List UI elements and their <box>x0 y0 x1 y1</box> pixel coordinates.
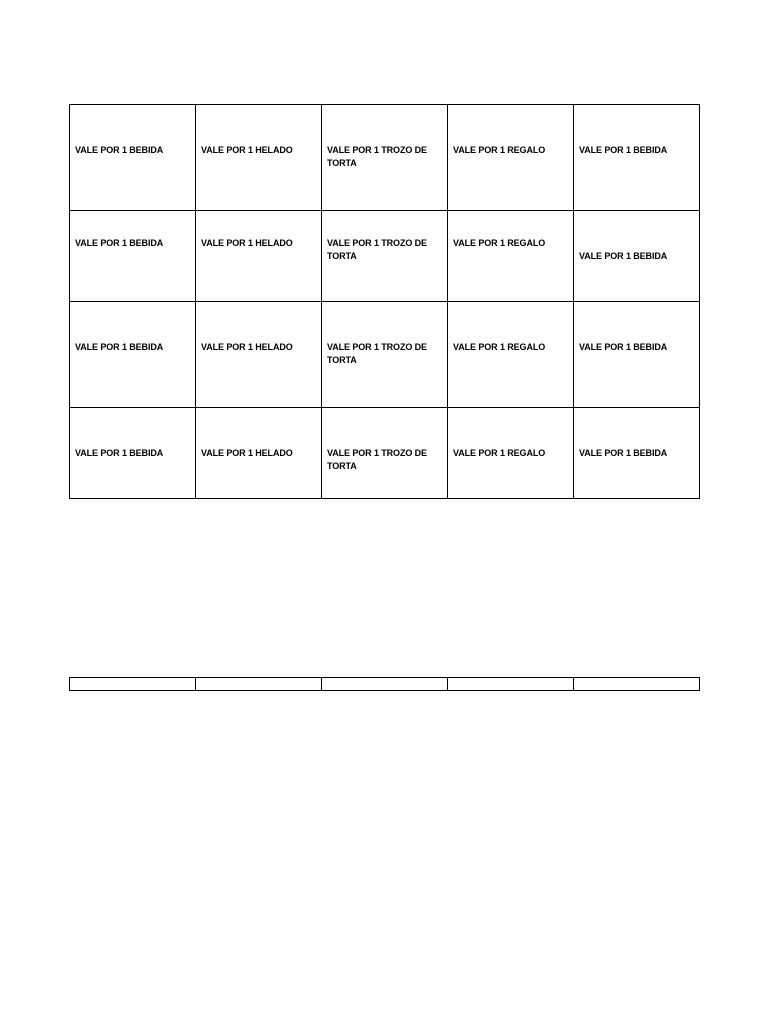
voucher-text: VALE POR 1 REGALO <box>453 448 546 458</box>
empty-table-row <box>69 677 700 691</box>
voucher-text: VALE POR 1 TROZO DE TORTA <box>327 145 427 168</box>
voucher-text: VALE POR 1 BEBIDA <box>579 448 668 458</box>
voucher-row <box>70 302 700 408</box>
voucher-cell <box>322 105 448 211</box>
voucher-table <box>69 104 700 499</box>
voucher-text: VALE POR 1 BEBIDA <box>579 145 668 155</box>
voucher-text: VALE POR 1 HELADO <box>201 342 293 352</box>
voucher-text: VALE POR 1 REGALO <box>453 145 546 155</box>
voucher-row <box>70 105 700 211</box>
voucher-text: VALE POR 1 TROZO DE TORTA <box>327 448 427 471</box>
voucher-cell <box>448 211 574 302</box>
voucher-cell <box>322 408 448 499</box>
voucher-row <box>70 211 700 302</box>
voucher-text: VALE POR 1 BEBIDA <box>75 238 164 248</box>
voucher-text: VALE POR 1 BEBIDA <box>579 251 668 261</box>
voucher-cell <box>448 408 574 499</box>
voucher-text: VALE POR 1 HELADO <box>201 448 293 458</box>
voucher-text: VALE POR 1 TROZO DE TORTA <box>327 238 427 261</box>
empty-cell <box>70 678 196 691</box>
voucher-cell <box>322 302 448 408</box>
voucher-text: VALE POR 1 BEBIDA <box>75 342 164 352</box>
voucher-text: VALE POR 1 REGALO <box>453 238 546 248</box>
voucher-text: VALE POR 1 HELADO <box>201 145 293 155</box>
voucher-text: VALE POR 1 REGALO <box>453 342 546 352</box>
voucher-cell <box>574 408 700 499</box>
voucher-cell <box>574 211 700 302</box>
voucher-cell <box>196 408 322 499</box>
voucher-text: VALE POR 1 BEBIDA <box>75 448 164 458</box>
voucher-cell <box>70 105 196 211</box>
voucher-text: VALE POR 1 HELADO <box>201 238 293 248</box>
voucher-cell <box>322 211 448 302</box>
voucher-cell <box>196 211 322 302</box>
empty-cell <box>196 678 322 691</box>
voucher-cell <box>448 302 574 408</box>
voucher-cell <box>70 211 196 302</box>
empty-cell <box>574 678 700 691</box>
voucher-cell <box>448 105 574 211</box>
voucher-row <box>70 408 700 499</box>
voucher-cell <box>196 105 322 211</box>
voucher-text: VALE POR 1 TROZO DE TORTA <box>327 342 427 365</box>
voucher-cell <box>574 105 700 211</box>
voucher-cell <box>70 408 196 499</box>
voucher-cell <box>196 302 322 408</box>
empty-row <box>70 678 700 691</box>
voucher-text: VALE POR 1 BEBIDA <box>579 342 668 352</box>
voucher-cell <box>574 302 700 408</box>
voucher-cell <box>70 302 196 408</box>
empty-cell <box>448 678 574 691</box>
empty-cell <box>322 678 448 691</box>
voucher-text: VALE POR 1 BEBIDA <box>75 145 164 155</box>
